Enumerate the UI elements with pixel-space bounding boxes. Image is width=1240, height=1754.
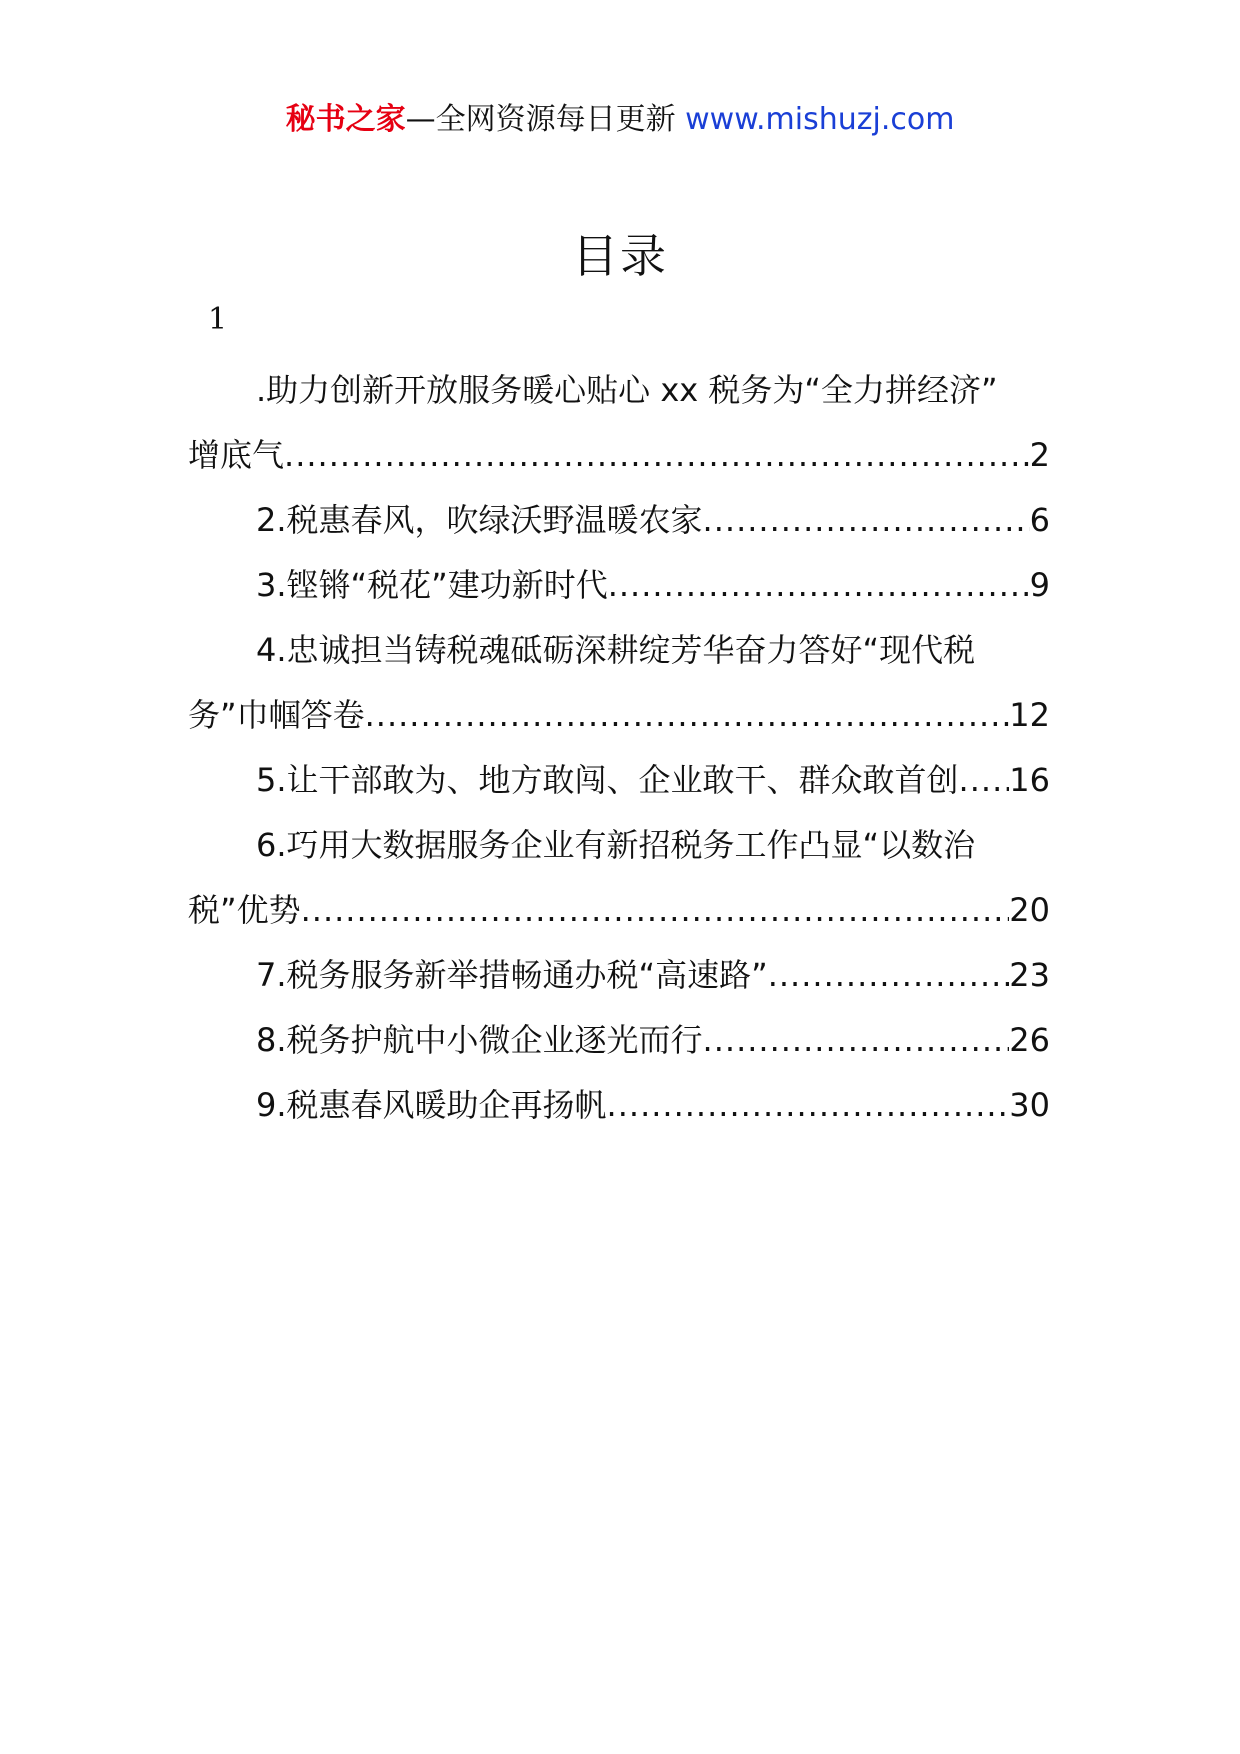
page-title: 目录 [572,229,668,283]
toc-entry-title-cont: 增底气 [188,436,285,474]
toc-entry-2[interactable] [188,488,1050,553]
site-header [0,100,1240,140]
toc-entry-title: 7.税务服务新举措畅通办税“高速路” [256,956,768,994]
toc-page-number: 2 [1029,436,1050,474]
toc-page-number: 9 [1029,566,1050,604]
toc-entry-3[interactable] [188,553,1050,618]
toc-entry-6[interactable] [188,813,1050,943]
toc-entry-5[interactable] [188,748,1050,813]
toc-page-number: 23 [1009,956,1050,994]
header-tagline: —全网资源每日更新 [405,102,676,137]
toc-entry-title: .助力创新开放服务暖心贴心 xx 税务为“全力拼经济” [256,371,998,409]
toc-page-number: 26 [1009,1021,1050,1059]
toc-entry-9[interactable] [188,1073,1050,1138]
leader-dots [703,1008,1010,1073]
toc-page-number: 6 [1029,501,1050,539]
site-url-link[interactable]: www.mishuzj.com [685,102,955,137]
toc-entry-title: 3.铿锵“税花”建功新时代 [256,566,608,604]
page-number: 1 [208,302,228,337]
toc-entry-title: 5.让干部敢为、地方敢闯、企业敢干、群众敢首创 [256,761,959,799]
leader-dots [301,878,1010,943]
leader-dots [608,553,1030,618]
toc-entry-4[interactable] [188,618,1050,748]
leader-dots [607,1073,1010,1138]
toc-entry-8[interactable] [188,1008,1050,1073]
toc-page-number: 12 [1009,696,1050,734]
toc-entry-title: 6.巧用大数据服务企业有新招税务工作凸显“以数治 [256,826,976,864]
toc-page-number: 20 [1009,891,1050,929]
leader-dots [768,943,1010,1008]
leader-dots [365,683,1010,748]
table-of-contents [188,358,1050,1138]
leader-dots [959,748,1010,813]
toc-entry-1[interactable] [188,358,1050,488]
toc-page-number: 30 [1009,1086,1050,1124]
leader-dots [284,423,1030,488]
toc-entry-title-cont: 税”优势 [188,891,301,929]
brand-name: 秘书之家 [285,102,406,137]
toc-entry-title: 8.税务护航中小微企业逐光而行 [256,1021,703,1059]
toc-entry-title: 2.税惠春风，吹绿沃野温暖农家 [256,501,703,539]
toc-entry-title-cont: 务”巾帼答卷 [188,696,365,734]
toc-page-number: 16 [1009,761,1050,799]
leader-dots [703,488,1030,553]
toc-entry-title: 9.税惠春风暖助企再扬帆 [256,1086,607,1124]
toc-entry-title: 4.忠诚担当铸税魂砥砺深耕绽芳华奋力答好“现代税 [256,631,976,669]
toc-entry-7[interactable] [188,943,1050,1008]
